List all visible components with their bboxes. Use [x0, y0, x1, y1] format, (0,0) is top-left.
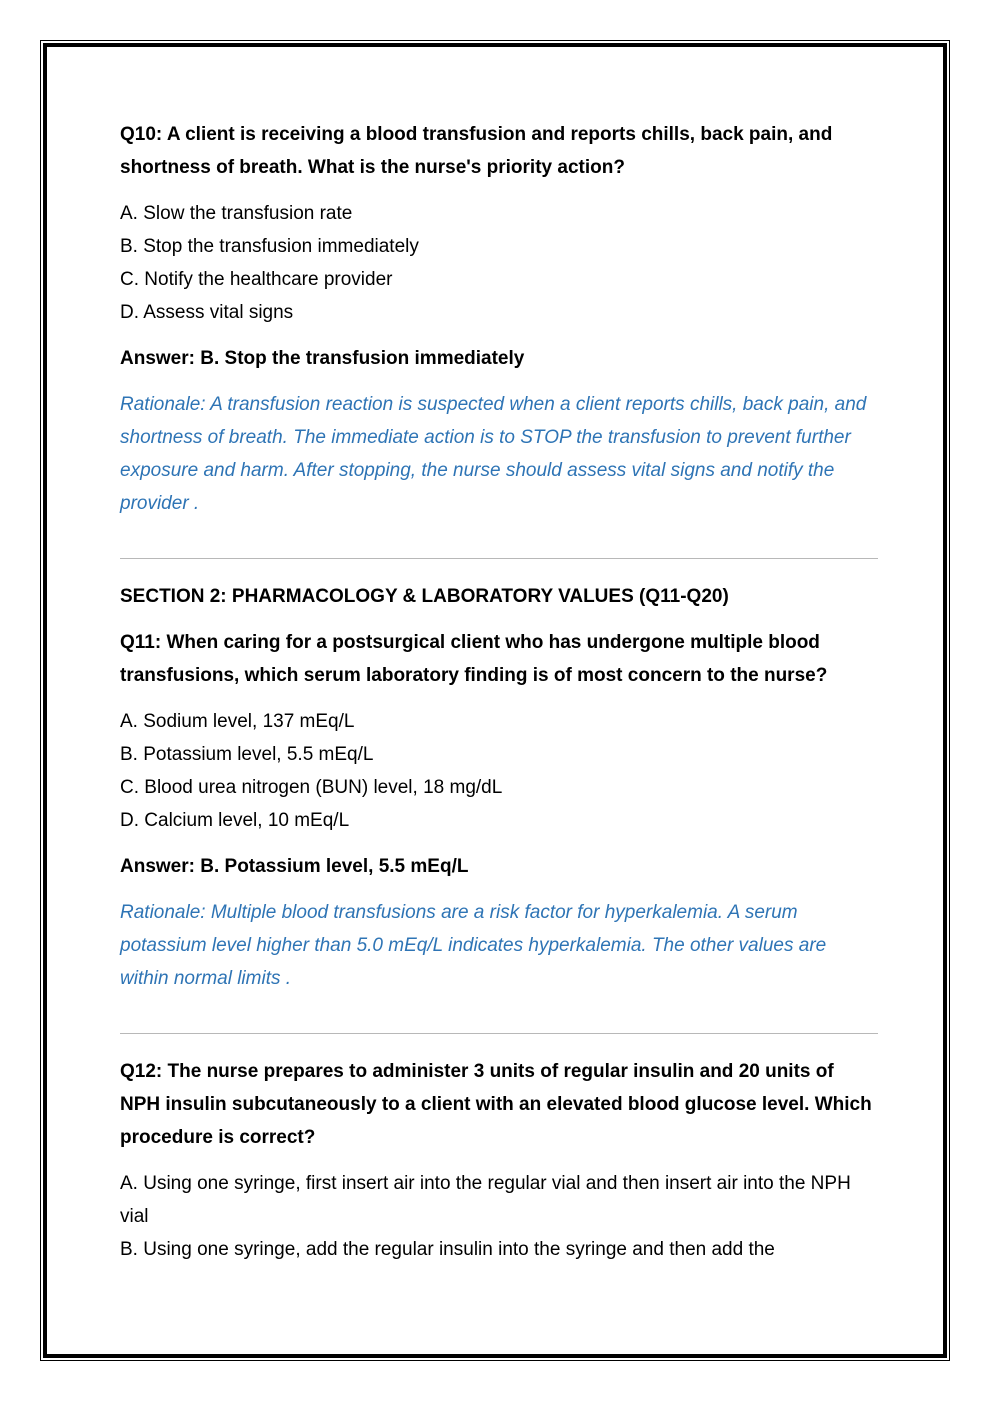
option-list: [120, 1167, 878, 1266]
option-item: C. Notify the healthcare provider: [120, 269, 393, 290]
option-item: B. Using one syringe, add the regular insulin into the syringe and then add the: [120, 1239, 775, 1260]
option-item: A. Slow the transfusion rate: [120, 203, 353, 224]
question-text: Q11: When caring for a postsurgical client who has undergone multiple blood transfusions, which serum laboratory finding is of most concern to the nurse?: [120, 632, 828, 686]
option-item: D. Calcium level, 10 mEq/L: [120, 810, 350, 831]
answer-text: Answer: B. Potassium level, 5.5 mEq/L: [120, 856, 469, 877]
question-text: Q10: A client is receiving a blood transfusion and reports chills, back pain, and shortness of breath. What is the nurse's priority action?: [120, 124, 833, 178]
rationale-text: Rationale: Multiple blood transfusions are a risk factor for hyperkalemia. A serum potassium level higher than 5.0 mEq/L indicates hyperkalemia. The other values are within normal limits .: [120, 902, 827, 989]
rationale-text: Rationale: A transfusion reaction is suspected when a client reports chills, back pain, and shortness of breath. The immediate action is to STOP the transfusion to prevent further exposure and harm. After stopping, the nurse should assess vital signs and notify the provider .: [120, 394, 867, 514]
option-item: C. Blood urea nitrogen (BUN) level, 18 mg/dL: [120, 777, 503, 798]
question-block-q12: [120, 1055, 878, 1266]
section-divider: [120, 1033, 878, 1034]
option-list: [120, 705, 878, 837]
option-item: D. Assess vital signs: [120, 302, 294, 323]
answer-text: Answer: B. Stop the transfusion immediately: [120, 348, 525, 369]
option-item: B. Stop the transfusion immediately: [120, 236, 419, 257]
section-divider: [120, 558, 878, 559]
option-item: A. Using one syringe, first insert air into the regular vial and then insert air into the NPH vial: [120, 1173, 851, 1227]
question-block-q10: [120, 118, 878, 520]
section-heading: SECTION 2: PHARMACOLOGY & LABORATORY VALUES (Q11-Q20): [120, 586, 729, 607]
question-text: Q12: The nurse prepares to administer 3 units of regular insulin and 20 units of NPH insulin subcutaneously to a client with an elevated blood glucose level. Which procedure is correct?: [120, 1061, 872, 1148]
option-item: B. Potassium level, 5.5 mEq/L: [120, 744, 374, 765]
option-list: [120, 197, 878, 329]
option-item: A. Sodium level, 137 mEq/L: [120, 711, 355, 732]
question-block-q11: [120, 626, 878, 995]
document-body: [120, 118, 878, 1279]
